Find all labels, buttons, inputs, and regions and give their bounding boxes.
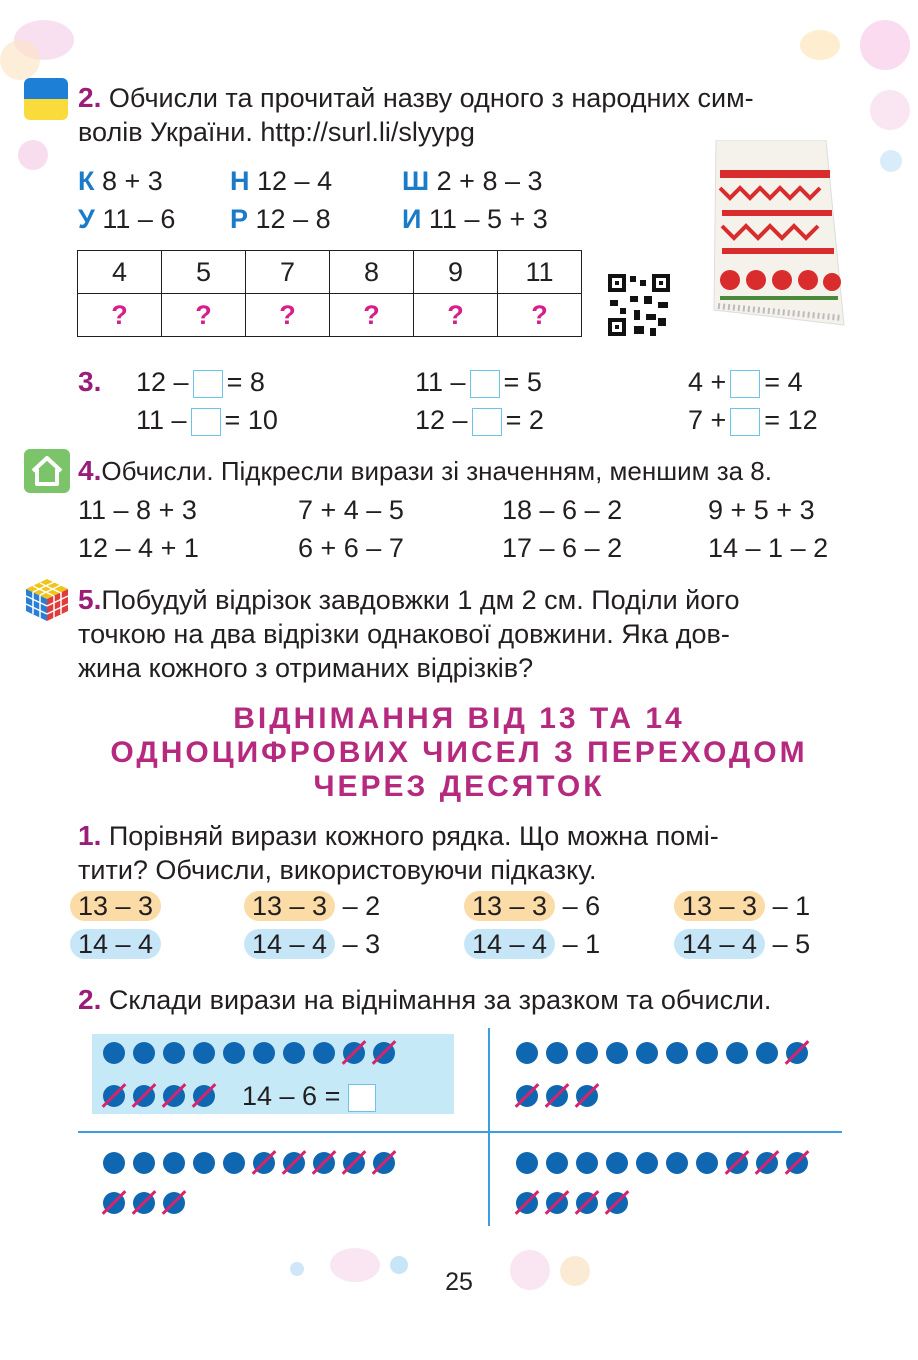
expression: 13 – 3 – 1 bbox=[674, 888, 810, 924]
counter-dot bbox=[223, 1152, 245, 1174]
counter-dot bbox=[666, 1152, 688, 1174]
crossed-dot bbox=[343, 1042, 365, 1064]
letter-expr-r: Р 12 – 8 bbox=[230, 204, 331, 234]
table-cell: 8 bbox=[330, 251, 414, 294]
counter-dot bbox=[546, 1042, 568, 1064]
task2-text-line1: Обчисли та прочитай назву одного з народних сим- bbox=[108, 83, 754, 113]
answer-cell[interactable]: ? bbox=[162, 294, 246, 337]
answer-cell[interactable]: ? bbox=[78, 294, 162, 337]
expression: 14 – 4 bbox=[70, 926, 161, 962]
expression: 13 – 3 bbox=[70, 888, 161, 924]
counter-dot bbox=[133, 1152, 155, 1174]
crossed-dot bbox=[516, 1085, 538, 1107]
dot-row bbox=[103, 1042, 403, 1064]
equation: 4 + = 4 bbox=[688, 367, 803, 397]
expression: 14 – 4 – 5 bbox=[674, 926, 810, 962]
counter-dot bbox=[726, 1042, 748, 1064]
counter-dot bbox=[283, 1042, 305, 1064]
answer-cell[interactable]: ? bbox=[330, 294, 414, 337]
dot-row bbox=[516, 1152, 816, 1174]
answer-box[interactable] bbox=[730, 408, 760, 436]
crossed-dot bbox=[546, 1192, 568, 1214]
counter-dot bbox=[756, 1042, 778, 1064]
counter-dot bbox=[223, 1042, 245, 1064]
letter-expr-y: И 11 – 5 + 3 bbox=[402, 204, 548, 234]
crossed-dot bbox=[756, 1152, 778, 1174]
crossed-dot bbox=[373, 1152, 395, 1174]
counter-dot bbox=[606, 1042, 628, 1064]
expression: 11 – 8 + 3 bbox=[78, 495, 197, 525]
crossed-dot bbox=[373, 1042, 395, 1064]
expression: 6 + 6 – 7 bbox=[298, 533, 404, 563]
counter-dot bbox=[606, 1152, 628, 1174]
section-title-line3: ЧЕРЕЗ ДЕСЯТОК bbox=[313, 770, 605, 803]
crossed-dot bbox=[726, 1152, 748, 1174]
page-number: 25 bbox=[445, 1268, 473, 1296]
crossed-dot bbox=[133, 1192, 155, 1214]
crossed-dot bbox=[546, 1085, 568, 1107]
answer-box[interactable] bbox=[470, 370, 500, 398]
counter-dot bbox=[516, 1042, 538, 1064]
answer-box[interactable] bbox=[193, 370, 223, 398]
grid-vertical-line bbox=[488, 1028, 490, 1226]
equation: 7 + = 12 bbox=[688, 405, 818, 435]
dot-row bbox=[103, 1152, 403, 1174]
counter-dot bbox=[313, 1042, 335, 1064]
counter-dot bbox=[636, 1042, 658, 1064]
dot-row bbox=[103, 1192, 193, 1214]
counter-dot bbox=[193, 1152, 215, 1174]
crossed-dot bbox=[786, 1152, 808, 1174]
crossed-dot bbox=[283, 1152, 305, 1174]
rubiks-cube-icon bbox=[24, 577, 70, 623]
dot-row bbox=[103, 1085, 223, 1107]
answer-cell[interactable]: ? bbox=[498, 294, 582, 337]
counter-dot bbox=[546, 1152, 568, 1174]
section-title-line1: ВІДНІМАННЯ ВІД 13 ТА 14 bbox=[233, 702, 685, 735]
crossed-dot bbox=[516, 1192, 538, 1214]
counter-dot bbox=[576, 1042, 598, 1064]
expression: 17 – 6 – 2 bbox=[502, 533, 623, 563]
counter-dot bbox=[576, 1152, 598, 1174]
task2-text-line2: волів України. http://surl.li/slyypg bbox=[78, 117, 475, 147]
crossed-dot bbox=[343, 1152, 365, 1174]
table-cell: 9 bbox=[414, 251, 498, 294]
answer-box[interactable] bbox=[730, 370, 760, 398]
counter-dot bbox=[163, 1042, 185, 1064]
equation: 11 – = 10 bbox=[136, 405, 278, 435]
counter-dot bbox=[666, 1042, 688, 1064]
letter-expr-u: У 11 – 6 bbox=[78, 204, 176, 234]
counter-dot bbox=[103, 1042, 125, 1064]
crossed-dot bbox=[253, 1152, 275, 1174]
task5-line3: жина кожного з отриманих відрізків? bbox=[78, 653, 534, 683]
expression: 13 – 3 – 2 bbox=[244, 888, 380, 924]
task3-number: 3. bbox=[78, 366, 102, 397]
new1-line2: тити? Обчисли, використовуючи підказку. bbox=[78, 855, 597, 885]
flag-icon bbox=[24, 78, 68, 120]
expression: 7 + 4 – 5 bbox=[298, 495, 404, 525]
crossed-dot bbox=[103, 1085, 125, 1107]
crossed-dot bbox=[193, 1085, 215, 1107]
letter-expr-n: Н 12 – 4 bbox=[230, 166, 333, 196]
expression: 14 – 4 – 3 bbox=[244, 926, 380, 962]
counter-dot bbox=[696, 1152, 718, 1174]
expression: 14 – 4 – 1 bbox=[464, 926, 600, 962]
counter-dot bbox=[696, 1042, 718, 1064]
section-title-line2: ОДНОЦИФРОВИХ ЧИСЕЛ З ПЕРЕХОДОМ bbox=[110, 736, 808, 769]
answer-cell[interactable]: ? bbox=[246, 294, 330, 337]
task5-line1: 5.Побудуй відрізок завдовжки 1 дм 2 см. Поділи його bbox=[78, 584, 740, 615]
example-equation: 14 – 6 = bbox=[242, 1078, 380, 1114]
counter-dot bbox=[253, 1042, 275, 1064]
expression: 14 – 1 – 2 bbox=[708, 533, 829, 563]
equation: 12 – = 8 bbox=[136, 367, 265, 397]
embroidered-towel-image bbox=[706, 140, 848, 330]
table-cell: 5 bbox=[162, 251, 246, 294]
qr-code-icon[interactable] bbox=[606, 272, 672, 338]
task4-header: 4.Обчисли. Підкресли вирази зі значенням, меншим за 8. bbox=[78, 455, 772, 486]
counter-dot bbox=[636, 1152, 658, 1174]
crossed-dot bbox=[163, 1192, 185, 1214]
home-icon bbox=[24, 449, 70, 493]
crossed-dot bbox=[606, 1192, 628, 1214]
table-cell: 7 bbox=[246, 251, 330, 294]
expression: 9 + 5 + 3 bbox=[708, 495, 815, 525]
dot-row bbox=[516, 1085, 606, 1107]
counter-dot bbox=[516, 1152, 538, 1174]
answer-box[interactable] bbox=[191, 408, 221, 436]
table-cell: 4 bbox=[78, 251, 162, 294]
counter-dot bbox=[133, 1042, 155, 1064]
letter-expr-k: К 8 + 3 bbox=[78, 166, 163, 196]
counter-dot bbox=[103, 1152, 125, 1174]
equation: 12 – = 2 bbox=[415, 405, 544, 435]
expression: 18 – 6 – 2 bbox=[502, 495, 623, 525]
crossed-dot bbox=[786, 1042, 808, 1064]
crossed-dot bbox=[103, 1192, 125, 1214]
crossed-dot bbox=[133, 1085, 155, 1107]
expression: 13 – 3 – 6 bbox=[464, 888, 600, 924]
new1-line1: 1. Порівняй вирази кожного рядка. Що можна помі- bbox=[78, 820, 719, 851]
crossed-dot bbox=[576, 1085, 598, 1107]
table-cell: 11 bbox=[498, 251, 582, 294]
counter-dot bbox=[193, 1042, 215, 1064]
counter-dot bbox=[163, 1152, 185, 1174]
answer-box[interactable] bbox=[472, 408, 502, 436]
expression: 12 – 4 + 1 bbox=[78, 533, 199, 563]
new2-header: 2. Склади вирази на віднімання за зразком та обчисли. bbox=[78, 984, 772, 1015]
task4-text: Обчисли. Підкресли вирази зі значенням, меншим за 8. bbox=[101, 456, 772, 486]
equation: 11 – = 5 bbox=[415, 367, 542, 397]
letter-expr-sh: Ш 2 + 8 – 3 bbox=[402, 166, 543, 196]
task-number: 2. bbox=[78, 82, 102, 113]
crossed-dot bbox=[576, 1192, 598, 1214]
dot-row bbox=[516, 1192, 636, 1214]
crossed-dot bbox=[163, 1085, 185, 1107]
answer-box[interactable] bbox=[348, 1084, 376, 1112]
crossed-dot bbox=[313, 1152, 335, 1174]
task5-line2: точкою на два відрізки однакової довжини. Яка дов- bbox=[78, 619, 730, 649]
grid-horizontal-line bbox=[78, 1131, 842, 1133]
answer-cell[interactable]: ? bbox=[414, 294, 498, 337]
code-table bbox=[77, 250, 582, 337]
dot-row bbox=[516, 1042, 816, 1064]
task2-header bbox=[78, 80, 754, 116]
